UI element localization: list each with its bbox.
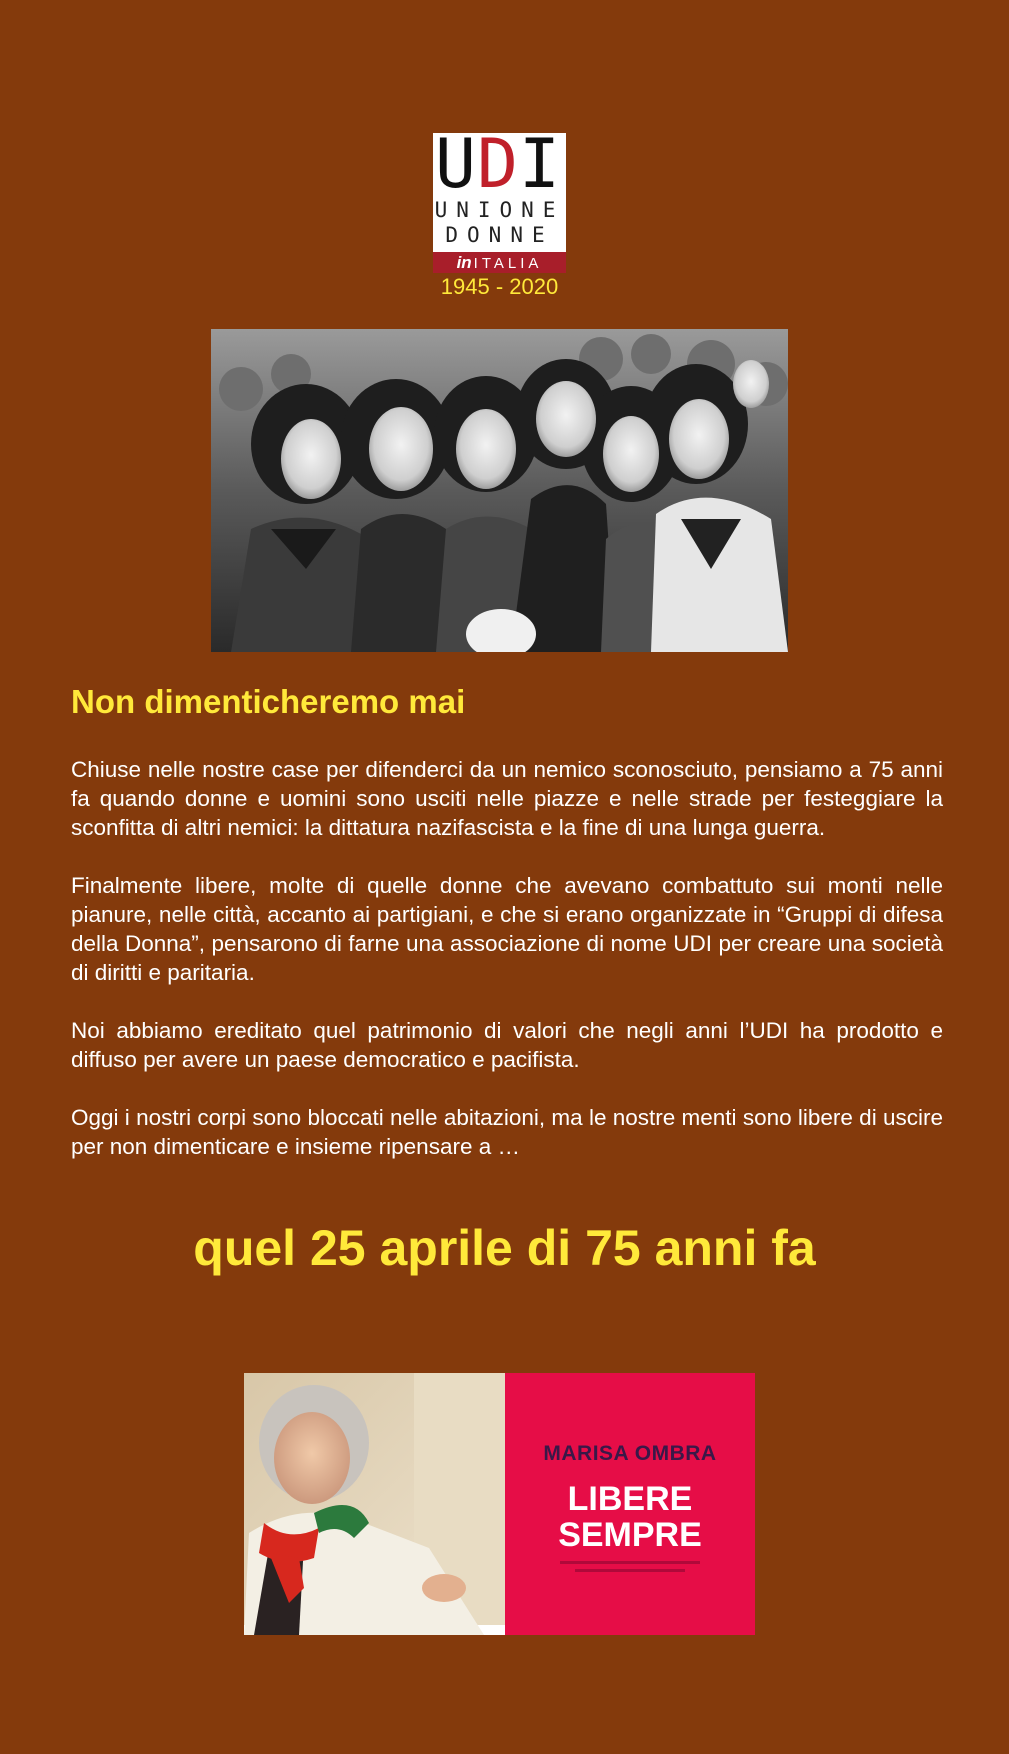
book-author: MARISA OMBRA — [543, 1442, 717, 1465]
paragraph-1: Chiuse nelle nostre case per difenderci da un nemico sconosciuto, pensiamo a 75 anni fa quando donne e uomini sono usciti nelle piazze e nelle strade per festeggiare la sconfitta di altri nemici: la dittatura nazifascista e la fine di una lunga guerra. — [71, 757, 943, 840]
logo-line-donne: DONNE — [445, 223, 554, 247]
logo-letter-d: D — [477, 133, 520, 204]
logo-line-unione: UNIONE — [434, 198, 565, 222]
logo-band-italia — [433, 252, 566, 273]
paragraph-3: Noi abbiamo ereditato quel patrimonio di valori che negli anni l’UDI ha prodotto e diffuso per avere un paese democratico e pacifista. — [71, 1018, 943, 1072]
book-title-line-1: LIBERE — [567, 1480, 693, 1518]
book-cover-libere-sempre — [505, 1373, 755, 1635]
paragraph-2: Finalmente libere, molte di quelle donne che avevano combattuto sui monti nelle pianure, nelle città, accanto ai partigiani, e che si erano organizzate in “Gruppi di difesa della Donna”, pensarono di farne una associazione di nome UDI per creare una società di diritti e paritaria. — [71, 873, 943, 985]
logo-letter-u: U — [435, 133, 478, 204]
body-text — [71, 755, 943, 1190]
logo-years: 1945 - 2020 — [440, 274, 559, 299]
page-heading: Non dimenticheremo mai — [71, 683, 466, 720]
marisa-ombra-photo — [244, 1373, 505, 1635]
udi-logo — [433, 133, 566, 273]
book-title-line-2: SEMPRE — [558, 1516, 702, 1554]
book-title — [505, 1481, 755, 1553]
logo-band-in: in — [456, 253, 472, 272]
book-subtitle-line-1 — [560, 1561, 700, 1564]
paragraph-4: Oggi i nostri corpi sono bloccati nelle abitazioni, ma le nostre menti sono libere di uscire per non dimenticare e insieme ripensare a … — [71, 1105, 943, 1159]
logo-band-italia-text: ITALIA — [473, 255, 543, 272]
women-celebrating-photo — [211, 329, 788, 652]
book-subtitle-line-2 — [575, 1569, 685, 1572]
logo-letter-i: I — [519, 133, 562, 204]
anniversary-banner: quel 25 aprile di 75 anni fa — [193, 1220, 816, 1276]
logo-udi-letters — [435, 133, 565, 203]
